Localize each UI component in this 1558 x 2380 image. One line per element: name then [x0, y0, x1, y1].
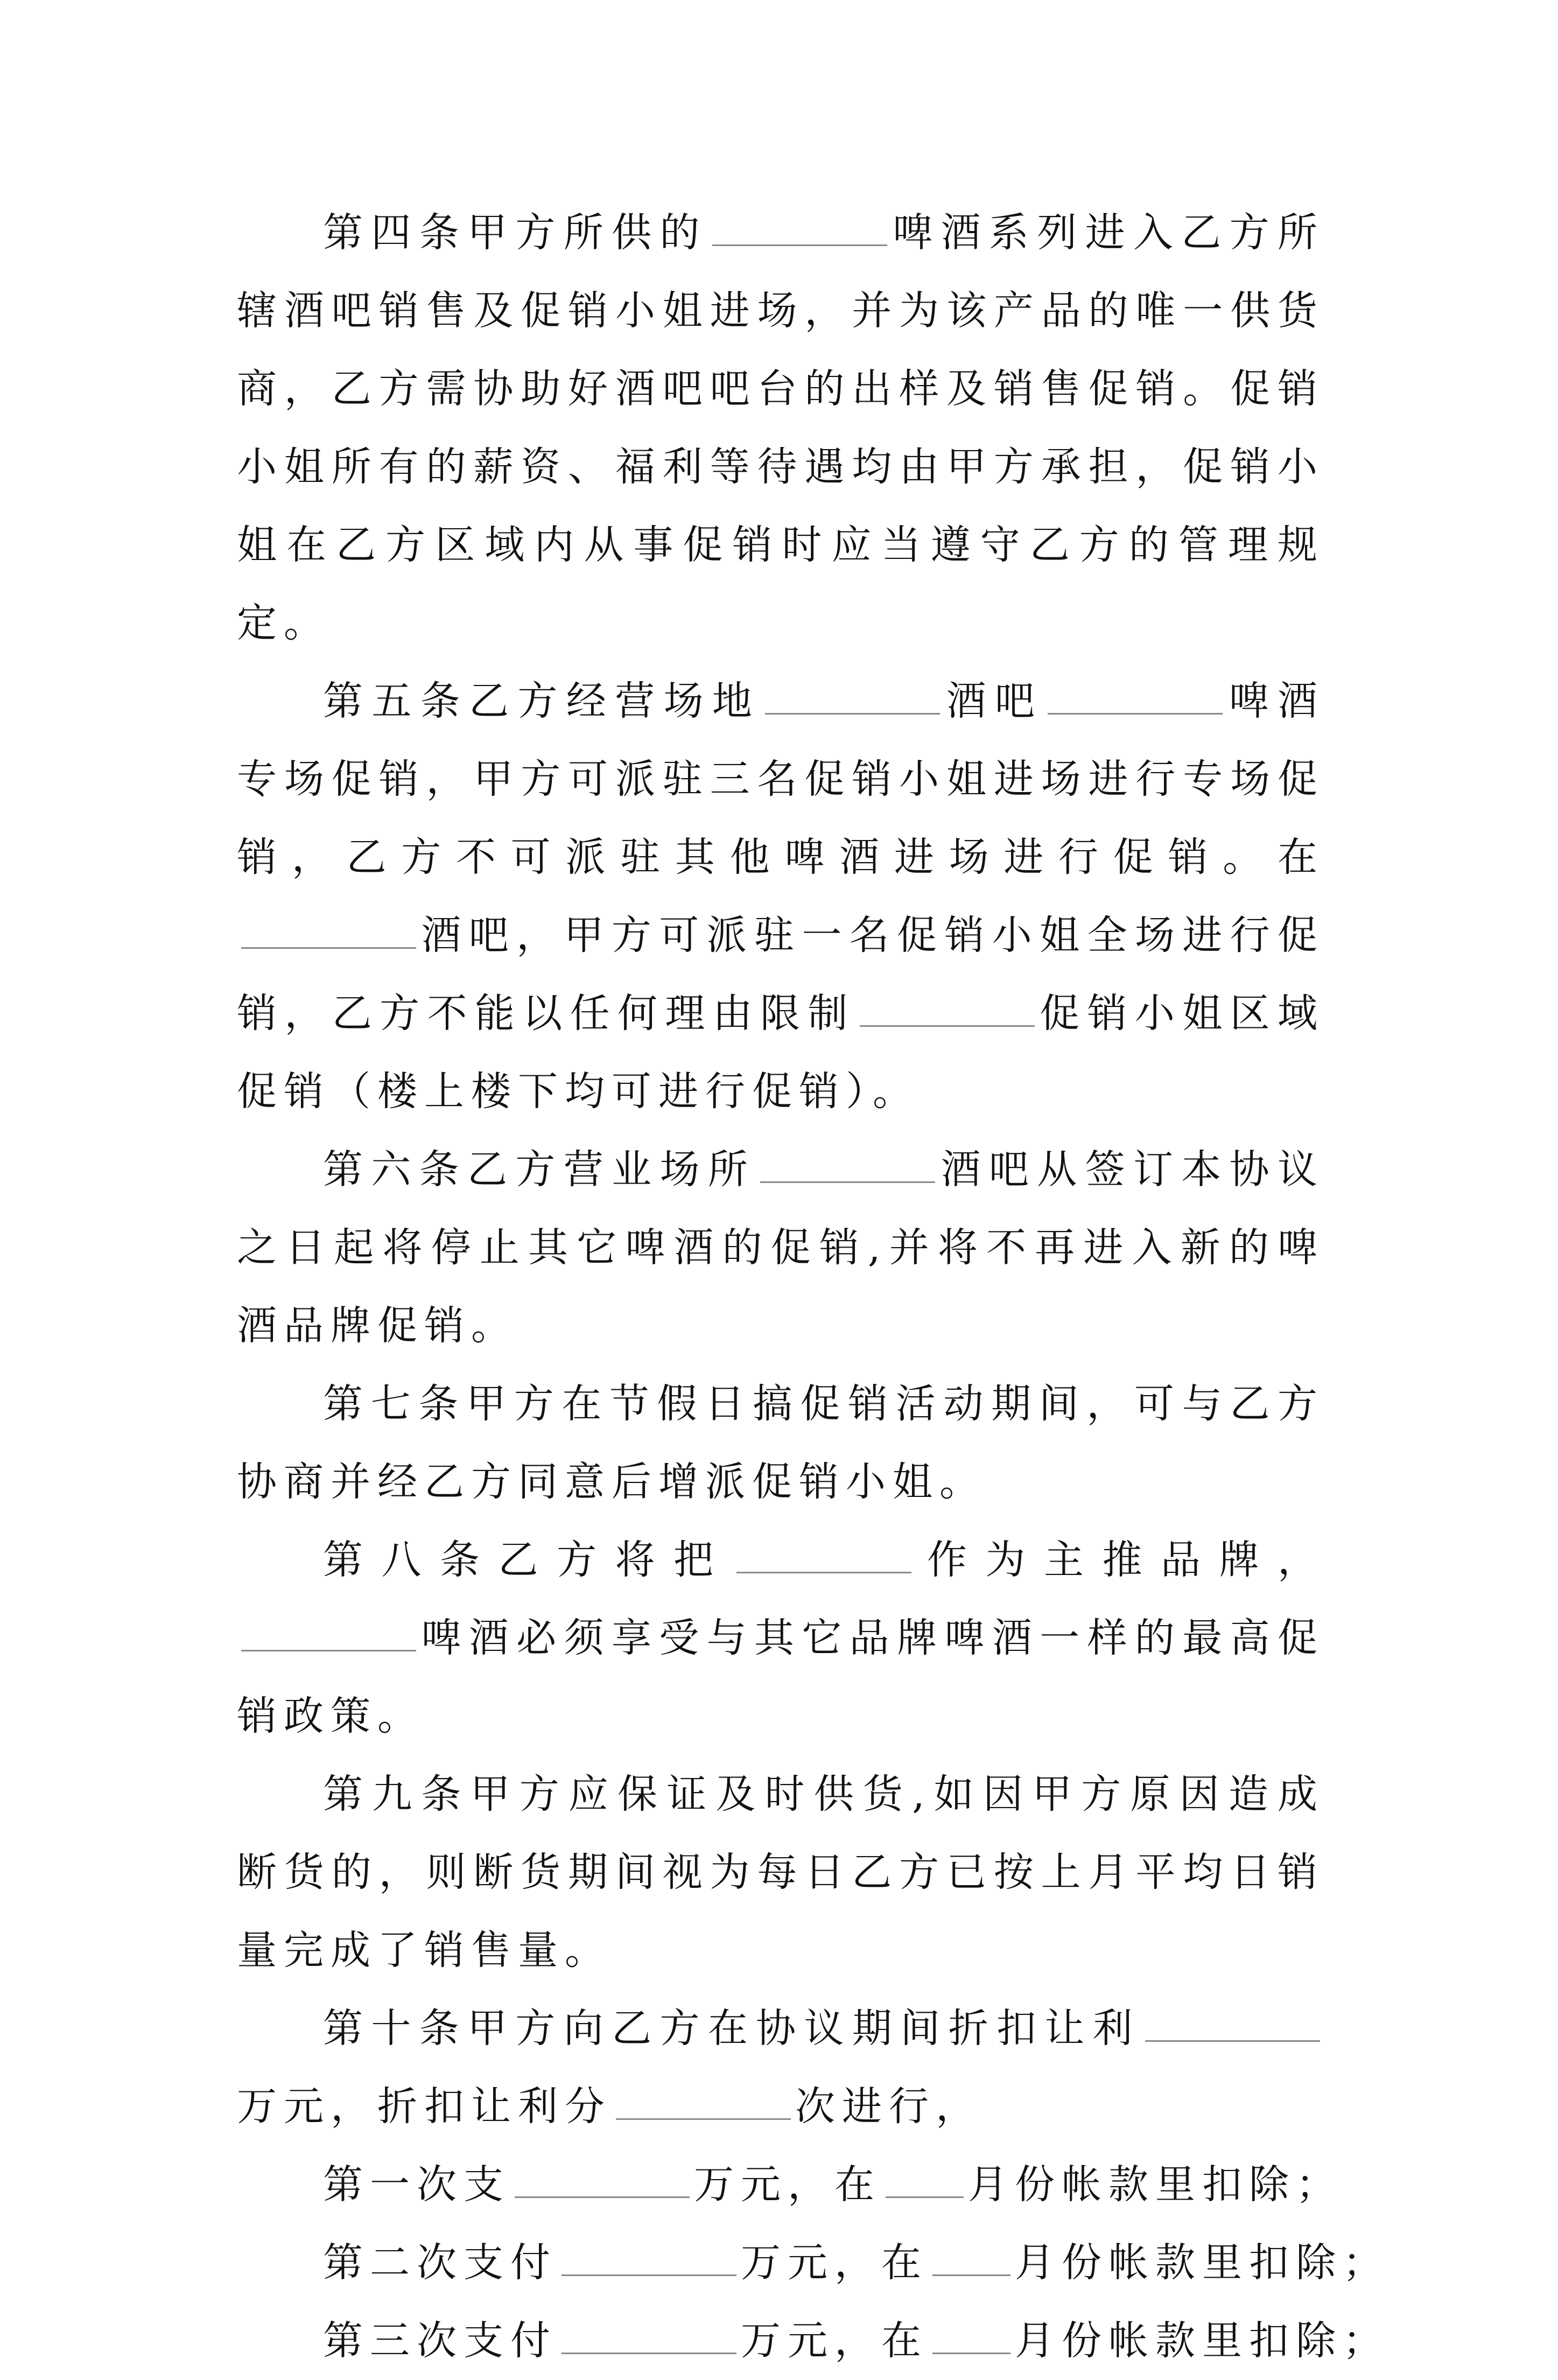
- article-8-text-a: 第八条乙方将把: [323, 1537, 732, 1583]
- blank-field: [932, 2308, 1010, 2354]
- payment-3-unit: 万元，在: [741, 2318, 928, 2364]
- article-7: [237, 1365, 1324, 1521]
- article-5-text-a: 第五条乙方经营场地: [323, 678, 761, 724]
- blank-field: [1145, 1996, 1320, 2042]
- article-6-text-a: 第六条乙方营业场所: [323, 1146, 756, 1193]
- blank-field: [241, 1606, 416, 1651]
- article-8-text-b: 作为主推品牌，: [915, 1537, 1324, 1583]
- blank-field: [562, 2230, 736, 2276]
- article-5-text-c: 啤酒专场促销，甲方可派驻三名促销小姐进场进行专场促销，乙方不可派驻其他啤酒进场进行促销。在: [237, 678, 1325, 880]
- article-4-text-b: 啤酒系列进入乙方所辖酒吧销售及促销小姐进场，并为该产品的唯一供货商，乙方需协助好酒吧吧台的出样及销售促销。促销小姐所有的薪资、福利等待遇均由甲方承担，促销小姐在乙方区域内从事促销时应当遵守乙方的管理规定。: [237, 209, 1325, 646]
- article-9: [237, 1755, 1324, 1990]
- payment-3-label: 第三次支付: [323, 2318, 557, 2364]
- payment-2-unit: 万元，在: [741, 2239, 928, 2286]
- blank-field: [515, 2152, 690, 2198]
- article-10-text-c: 次进行，: [795, 2083, 982, 2130]
- payment-3-tail: 月份帐款里扣除；: [1015, 2318, 1389, 2364]
- blank-field: [765, 669, 940, 715]
- article-10: [237, 1990, 1324, 2146]
- blank-field: [562, 2308, 736, 2354]
- payment-1-tail: 月份帐款里扣除；: [968, 2161, 1343, 2208]
- article-10-text-a: 第十条甲方向乙方在协议期间折扣让利: [323, 2005, 1141, 2052]
- article-10-text-b: 万元，折扣让利分: [237, 2083, 612, 2130]
- article-7-text: 第七条甲方在节假日搞促销活动期间，可与乙方协商并经乙方同意后增派促销小姐。: [237, 1381, 1324, 1505]
- article-6: [237, 1131, 1324, 1365]
- blank-field: [932, 2230, 1010, 2276]
- article-9-text: 第九条甲方应保证及时供货,如因甲方原因造成断货的，则断货期间视为每日乙方已按上月平均日销量完成了销售量。: [237, 1771, 1324, 1973]
- article-4: [237, 194, 1324, 662]
- article-5-text-d: 酒吧，甲方可派驻一名促销小姐全场进行促销，乙方不能以任何理由限制: [237, 912, 1324, 1037]
- blank-field: [860, 981, 1035, 1027]
- article-4-text-a: 第四条甲方所供的: [323, 209, 708, 256]
- article-8-text-c: 啤酒必须享受与其它品牌啤酒一样的最高促销政策。: [237, 1615, 1324, 1739]
- blank-field: [1048, 669, 1223, 715]
- payment-1-label: 第一次支: [323, 2161, 510, 2208]
- blank-field: [886, 2152, 964, 2198]
- blank-field: [736, 1528, 911, 1573]
- article-6-text-b: 酒吧从签订本协议之日起将停止其它啤酒的促销,并将不再进入新的啤酒品牌促销。: [237, 1146, 1325, 1349]
- payment-2-tail: 月份帐款里扣除；: [1015, 2239, 1389, 2286]
- payment-3: [237, 2302, 1389, 2380]
- blank-field: [712, 200, 887, 246]
- blank-field: [241, 903, 416, 949]
- payment-1-unit: 万元，在: [694, 2161, 881, 2208]
- payment-2-label: 第二次支付: [323, 2239, 557, 2286]
- payment-1: [237, 2146, 1343, 2224]
- article-8: [237, 1521, 1324, 1755]
- article-5-text-b: 酒吧: [944, 678, 1044, 724]
- article-5: [237, 662, 1324, 1131]
- blank-field: [616, 2074, 791, 2120]
- article-5-text-e: 促销小姐区域促销（楼上楼下均可进行促销）。: [237, 990, 1325, 1115]
- payment-2: [237, 2224, 1389, 2302]
- document-page: [237, 194, 1389, 2380]
- blank-field: [760, 1137, 935, 1183]
